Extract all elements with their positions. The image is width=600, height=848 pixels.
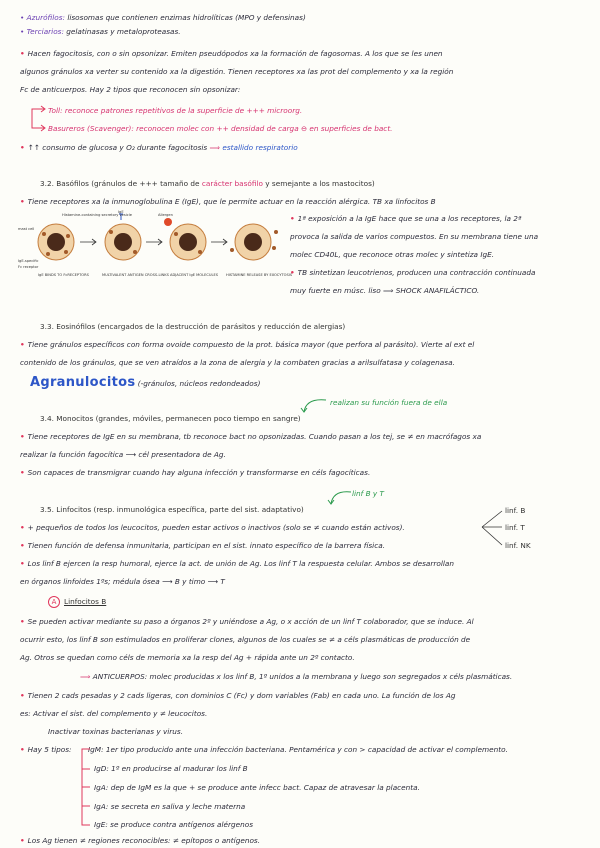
caption-vesicle: Histamine-containing secretory vesicle: [62, 213, 132, 217]
mono-line-1: • Tiene receptores de IgE en su membrana, tb reconoce bact no opsonizadas. Cuando pasan a los tej, se ≠ en macrófagos xa: [20, 432, 482, 441]
lb-line-6: es: Activar el sist. del complemento y ≠ leucocitos.: [20, 709, 208, 718]
item-scavenger: Basureros (Scavenger): reconocen molec con ++ densidad de carga ⊖ en superficies de bact.: [48, 124, 393, 133]
linf-type-t: linf. T: [505, 523, 525, 532]
eos-line-2: contenido de los gránulos, que se ven atraídos a la zona de alergia y la combaten gracias a arilsulfatasa y colagenasa.: [20, 358, 455, 367]
line-terciarios: • Terciarios: gelatinasas y metaloproteasas.: [20, 27, 181, 36]
para-fagocitosis-2: algunos gránulos xa verter su contenido xa la digestión. Tienen receptores xa las prot del complemento y xa la región: [20, 67, 454, 76]
line-azurofilos: • Azurófilos: lisosomas que contienen enzimas hidrolíticas (MPO y defensinas): [20, 13, 306, 22]
section-linfocitos-title: 3.5. Linfocitos (resp. inmunológica específica, parte del sist. adaptativo): [40, 505, 304, 514]
baso-line-3: provoca la salida de varios compuestos. En su membrana tiene una: [290, 232, 539, 241]
linf-line-3: • Los linf B ejercen la resp humoral, ejerce la act. de unión de Ag. Los linf T la respuesta celular. Ambos se desarrollan: [20, 559, 455, 568]
curved-arrow-icon: [325, 488, 353, 508]
branch-arrows-icon: [480, 505, 506, 553]
mono-line-3: • Son capaces de transmigrar cuando hay alguna infección y transformarse en céls fagocíticas.: [20, 468, 371, 477]
baso-line-1: • Tiene receptores xa la inmunoglobulina E (IgE), que le permite actuar en la reacción alérgica. TB xa linfocitos B: [20, 197, 436, 206]
ig-type-3: IgA: dep de IgM es la que + se produce ante infecc bact. Capaz de atravesar la placenta.: [94, 783, 420, 792]
subsection-linfocitos-b: A Linfocitos B: [48, 596, 106, 608]
linf-line-2: • Tienen función de defensa inmunitaria, participan en el sist. innato específico de la barrera física.: [20, 541, 386, 550]
ig-type-1: IgM: 1er tipo producido ante una infección bacteriana. Pentamérica y con > capacidad de activar el complemento.: [88, 745, 508, 754]
agranulocitos-heading: Agranulocitos (-gránulos, núcleos redondeados): [30, 375, 261, 390]
last-line: • Los Ag tienen ≠ regiones reconocibles: ≠ epítopos o antígenos.: [20, 836, 261, 845]
lb-line-1: • Se pueden activar mediante su paso a órganos 2º y uniéndose a Ag, o x acción de un linf T colaborador, que se induce. Al: [20, 617, 474, 626]
linf-line-1: • + pequeños de todos los leucocitos, pueden estar activos o inactivos (solo se ≠ cuando están activos).: [20, 523, 405, 532]
linf-type-b: linf. B: [505, 506, 526, 515]
lb-anticuerpos: ⟹ ANTICUERPOS: molec producidas x los linf B, 1º unidos a la membrana y luego son segregados x céls plasmáticas.: [80, 672, 513, 681]
ig-type-5: IgE: se produce contra antígenos alérgenos: [94, 820, 254, 829]
caption-step1: IgE BINDS TO FcRECEPTORS: [38, 273, 89, 277]
lb-line-7: Inactivar toxinas bacterianas y virus.: [48, 727, 184, 736]
lb-line-8: • Hay 5 tipos:: [20, 745, 72, 754]
linf-line-4: en órganos linfoides 1ºs; médula ósea ⟶ B y timo ⟶ T: [20, 577, 225, 586]
baso-line-2: • 1ª exposición a la IgE hace que se una a los receptores, la 2ª: [290, 214, 522, 223]
linf-type-nk: linf. NK: [505, 541, 531, 550]
caption-allergen: Allergen: [158, 213, 173, 217]
mast-cell-diagram: [18, 210, 293, 288]
bracket-icon: [76, 743, 94, 831]
mast-cell-1: [38, 224, 74, 260]
caption-mast-cell: mast cell: [18, 227, 35, 231]
section-monocitos-title: 3.4. Monocitos (grandes, móviles, permanecen poco tiempo en sangre): [40, 414, 301, 423]
line-consumo: • ↑↑ consumo de glucosa y O₂ durante fagocitosis ⟹ estallido respiratorio: [20, 143, 298, 152]
caption-ige: IgE: [118, 210, 124, 214]
curved-arrow-icon: [300, 396, 330, 416]
eos-line-1: • Tiene gránulos específicos con forma ovoide compuesto de la prot. básica mayor (que perfora al parásito). Vierte al ext el: [20, 340, 475, 349]
lb-line-2: ocurrir esto, los linf B son estimulados en proliferar clones, algunos de los cuales se ≠ a céls plasmáticas de producción de: [20, 635, 471, 644]
baso-line-6: muy fuerte en músc. liso ⟹ SHOCK ANAFILÁCTICO.: [290, 286, 480, 295]
caption-ige-specific: IgE-specific: [18, 259, 39, 263]
caption-fc-receptor: Fc receptor: [18, 265, 39, 269]
baso-line-5: • TB sintetizan leucotrienos, producen una contracción continuada: [290, 268, 536, 277]
baso-line-4: molec CD40L, que reconoce otras molec y sintetiza IgE.: [290, 250, 495, 259]
section-basofilos-title: 3.2. Basófilos (gránulos de +++ tamaño de carácter basófilo y semejante a los mastocitos): [40, 179, 375, 188]
bracket-arrow-icon: [26, 104, 48, 134]
lb-line-5: • Tienen 2 cads pesadas y 2 cads ligeras, con dominios C (Fc) y dom variables (Fab) en cada uno. La función de los Ag: [20, 691, 456, 700]
para-fagocitosis-3: Fc de anticuerpos. Hay 2 tipos que reconocen sin opsonizar:: [20, 85, 241, 94]
caption-step3: HISTAMINE RELEASE BY EXOCYTOSIS: [226, 273, 293, 277]
caption-step2: MULTIVALENT ANTIGEN CROSS-LINKS ADJACENT IgE MOLECULES: [102, 273, 219, 277]
lb-line-3: Ag. Otros se quedan como céls de memoria xa la resp del Ag + rápida ante un 2º contacto.: [20, 653, 355, 662]
para-fagocitosis-1: • Hacen fagocitosis, con o sin opsonizar. Emiten pseudópodos xa la formación de fagosomas. A los que se les unen: [20, 49, 443, 58]
mono-line-2: realizar la función fagocítica ⟶ cél presentadora de Ag.: [20, 450, 226, 459]
mono-note: realizan su función fuera de ella: [330, 398, 448, 407]
ig-type-2: IgD: 1º en producirse al madurar los linf B: [94, 764, 248, 773]
ig-type-4: IgA: se secreta en saliva y leche materna: [94, 802, 246, 811]
item-toll: Toll: reconoce patrones repetitivos de la superficie de +++ microorg.: [48, 106, 303, 115]
section-eosinofilos-title: 3.3. Eosinófilos (encargados de la destrucción de parásitos y reducción de alergias): [40, 322, 346, 331]
linf-note: linf B y T: [352, 489, 384, 498]
